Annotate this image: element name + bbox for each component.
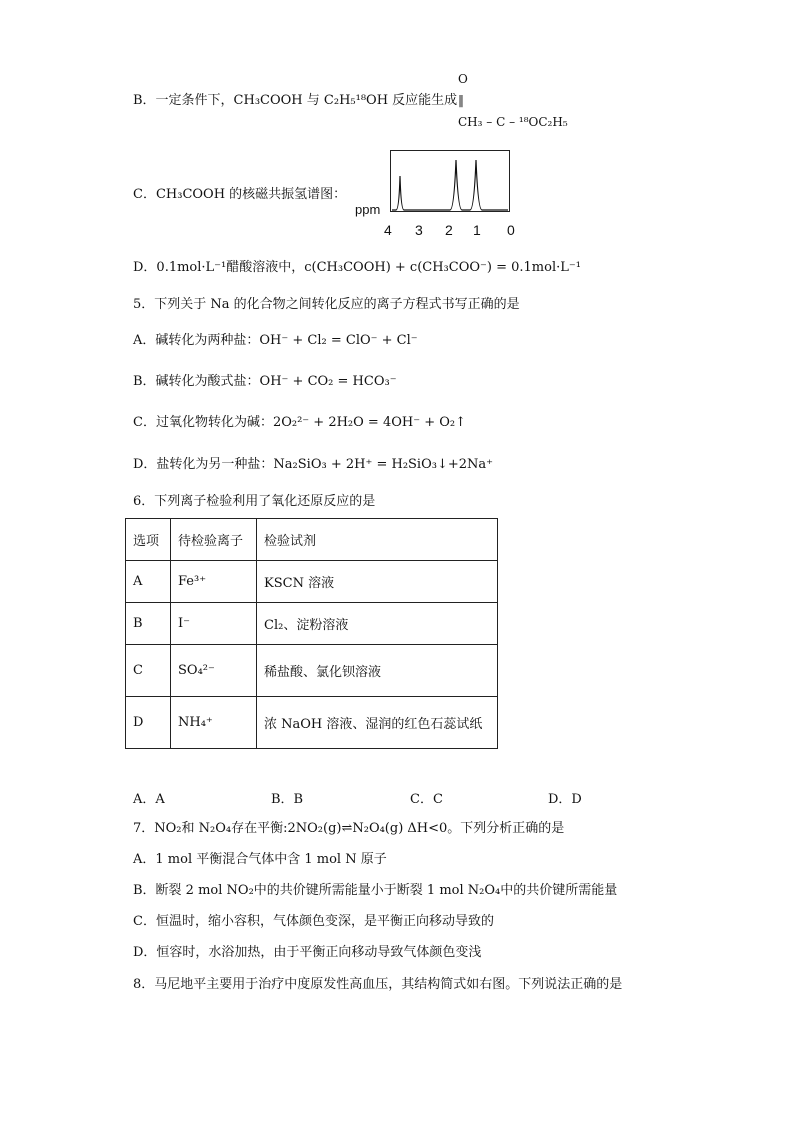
table-cell: KSCN 溶液	[257, 561, 498, 603]
q7-option-a: A．1 mol 平衡混合气体中含 1 mol N 原子	[133, 852, 387, 867]
table-cell: B	[126, 603, 171, 645]
q5-option-a: A．碱转化为两种盐：OH⁻ + Cl₂ = ClO⁻ + Cl⁻	[133, 333, 418, 348]
nmr-spectrum	[390, 150, 510, 212]
q4-option-c: C．CH₃COOH 的核磁共振氢谱图：	[133, 187, 347, 202]
table-cell: Fe³⁺	[171, 561, 257, 603]
q6-table	[125, 518, 498, 749]
table-cell: Cl₂、淀粉溶液	[257, 603, 498, 645]
nmr-tick: 1	[473, 222, 481, 238]
q6-answer-c: C．C	[410, 792, 443, 807]
nmr-ppm-label: ppm	[355, 202, 381, 217]
q7-option-b: B．断裂 2 mol NO₂中的共价键所需能量小于断裂 1 mol N₂O₄中的共价键所需能量	[133, 883, 618, 898]
table-row	[126, 697, 498, 749]
table-cell: A	[126, 561, 171, 603]
q7-stem: 7．NO₂和 N₂O₄存在平衡:2NO₂(g)⇌N₂O₄(g) ΔH<0。下列分析正确的是	[133, 821, 565, 836]
q5-option-c: C．过氧化物转化为碱：2O₂²⁻ + 2H₂O = 4OH⁻ + O₂↑	[133, 415, 466, 430]
table-cell: I⁻	[171, 603, 257, 645]
q4-ester-carbonyl-o: O	[458, 72, 468, 86]
q4-ester-formula: CH₃ – C – ¹⁸OC₂H₅	[458, 115, 568, 129]
q4-option-b: B．一定条件下，CH₃COOH 与 C₂H₅¹⁸OH 反应能生成	[133, 93, 458, 108]
q5-option-b: B．碱转化为酸式盐：OH⁻ + CO₂ = HCO₃⁻	[133, 374, 397, 389]
table-cell: NH₄⁺	[171, 697, 257, 749]
nmr-peak-3-2ppm	[392, 160, 508, 210]
table-cell: 浓 NaOH 溶液、湿润的红色石蕊试纸	[257, 697, 498, 749]
q5-option-d: D．盐转化为另一种盐：Na₂SiO₃ + 2H⁺ = H₂SiO₃↓+2Na⁺	[133, 457, 494, 472]
table-cell: SO₄²⁻	[171, 645, 257, 697]
q6-stem: 6．下列离子检验利用了氧化还原反应的是	[133, 494, 376, 509]
table-header-row	[126, 519, 498, 561]
nmr-tick: 2	[445, 222, 453, 238]
table-row	[126, 603, 498, 645]
table-header-cell: 待检验离子	[171, 519, 257, 561]
nmr-tick: 4	[384, 222, 392, 238]
q8-stem: 8．马尼地平主要用于治疗中度原发性高血压，其结构简式如右图。下列说法正确的是	[133, 977, 623, 992]
table-cell: D	[126, 697, 171, 749]
table-cell: C	[126, 645, 171, 697]
q6-answer-d: D．D	[548, 792, 582, 807]
q7-option-d: D．恒容时，水浴加热，由于平衡正向移动导致气体颜色变浅	[133, 945, 482, 960]
q4-option-d: D．0.1mol·L⁻¹醋酸溶液中，c(CH₃COOH) + c(CH₃COO⁻) = 0.1mol·L⁻¹	[133, 260, 581, 275]
q6-answer-a: A．A	[133, 792, 165, 807]
table-row	[126, 645, 498, 697]
q6-answer-b: B．B	[271, 792, 304, 807]
q5-stem: 5．下列关于 Na 的化合物之间转化反应的离子方程式书写正确的是	[133, 297, 520, 312]
table-header-cell: 检验试剂	[257, 519, 498, 561]
table-header-cell: 选项	[126, 519, 171, 561]
table-cell: 稀盐酸、氯化钡溶液	[257, 645, 498, 697]
table-row	[126, 561, 498, 603]
q4-ester-double-bond: ‖	[458, 93, 464, 107]
q7-option-c: C．恒温时，缩小容积，气体颜色变深，是平衡正向移动导致的	[133, 914, 494, 929]
nmr-tick: 0	[507, 222, 515, 238]
nmr-tick: 3	[415, 222, 423, 238]
